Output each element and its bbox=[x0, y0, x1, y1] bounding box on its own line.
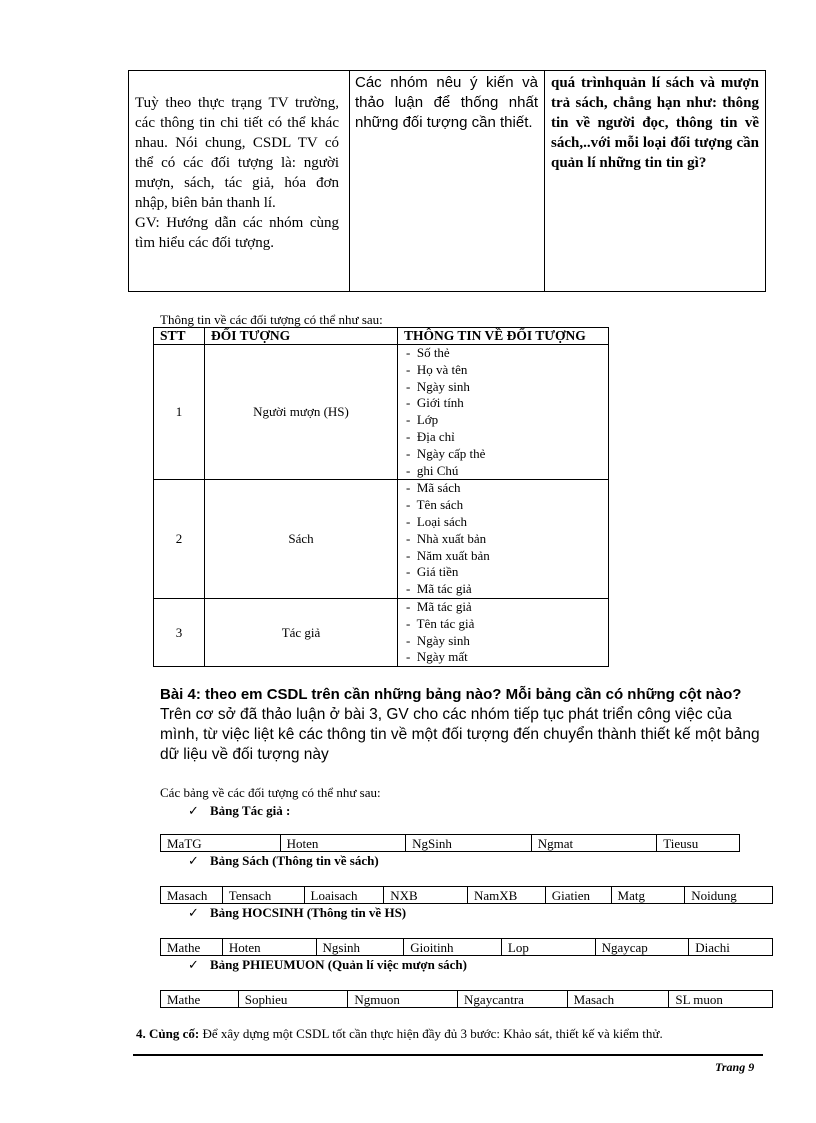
field-cell: Ngmuon bbox=[348, 991, 458, 1007]
table-title-tacgia bbox=[188, 803, 290, 819]
header-stt: STT bbox=[154, 328, 205, 345]
student-activity-cell bbox=[350, 71, 545, 291]
teacher-activity-cell bbox=[129, 71, 350, 291]
table-row bbox=[154, 480, 609, 599]
consolidation-text: Để xây dựng một CSDL tốt cần thực hiện đầy đủ 3 bước: Khảo sát, thiết kế và kiểm thử. bbox=[199, 1026, 663, 1041]
list-item: - Loại sách bbox=[406, 514, 608, 531]
list-item: - Tên tác giả bbox=[406, 616, 608, 633]
page-number: Trang 9 bbox=[715, 1060, 755, 1074]
info-list bbox=[406, 599, 608, 666]
fields-row-sach bbox=[160, 886, 773, 904]
list-item: - Lớp bbox=[406, 412, 608, 429]
list-item: - Họ và tên bbox=[406, 362, 608, 379]
field-cell: MaTG bbox=[161, 835, 281, 851]
row-object-name: Sách bbox=[205, 480, 398, 599]
consolidation-label: 4. Củng cố: bbox=[136, 1026, 200, 1041]
field-cell: NXB bbox=[384, 887, 468, 903]
list-item: - Số thẻ bbox=[406, 345, 608, 362]
checkmark-icon: ✓ bbox=[188, 957, 199, 972]
list-item: - Ngày sinh bbox=[406, 633, 608, 650]
table-row bbox=[154, 598, 609, 666]
field-cell: Ngaycap bbox=[596, 939, 690, 955]
field-cell: Sophieu bbox=[239, 991, 349, 1007]
field-cell: NgSinh bbox=[406, 835, 532, 851]
list-item: - Giới tính bbox=[406, 395, 608, 412]
row-stt: 3 bbox=[154, 598, 205, 666]
table-row bbox=[154, 345, 609, 480]
list-item: - Giá tiền bbox=[406, 564, 608, 581]
footer-divider bbox=[133, 1054, 763, 1056]
table-title-text: Bảng Sách (Thông tin về sách) bbox=[210, 853, 379, 868]
student-activity-text: Các nhóm nêu ý kiến và thảo luận để thống nhất những đối tượng cần thiết. bbox=[355, 74, 538, 131]
field-cell: Noidung bbox=[691, 888, 737, 903]
field-cell: Diachi bbox=[695, 940, 730, 955]
field-cell: Mathe bbox=[161, 991, 239, 1007]
field-cell: Hoten bbox=[223, 939, 317, 955]
row-info bbox=[398, 598, 609, 666]
tables-caption: Các bảng về các đối tượng có thể như sau: bbox=[160, 785, 381, 800]
header-object: ĐỐI TƯỢNG bbox=[205, 328, 398, 345]
checkmark-icon: ✓ bbox=[188, 803, 199, 818]
list-item: - Tên sách bbox=[406, 497, 608, 514]
checkmark-icon: ✓ bbox=[188, 905, 199, 920]
fields-row-phieumuon bbox=[160, 990, 773, 1008]
field-cell: SL muon bbox=[675, 992, 723, 1007]
field-cell: Giatien bbox=[546, 887, 612, 903]
teacher-guidance-text: GV: Hướng dẫn các nhóm cùng tìm hiểu các đối tượng. bbox=[135, 215, 339, 251]
activity-table bbox=[128, 70, 766, 292]
field-cell: NamXB bbox=[468, 887, 546, 903]
field-cell: Tensach bbox=[223, 887, 305, 903]
list-item: - ghi Chú bbox=[406, 463, 608, 480]
field-cell: Masach bbox=[161, 887, 223, 903]
field-cell: Loaisach bbox=[305, 887, 385, 903]
objects-table bbox=[153, 327, 609, 667]
field-cell: Ngmat bbox=[532, 835, 658, 851]
info-list bbox=[406, 345, 608, 479]
fields-row-hocsinh bbox=[160, 938, 773, 956]
exercise-4-paragraph: Trên cơ sở đã thảo luận ở bài 3, GV cho các nhóm tiếp tục phát triển công việc của mình, từ việc liệt kê các thông tin về một đối tượng đến chuyển thành thiết kế một bảng dữ liệu về đối tượng này bbox=[160, 706, 760, 763]
table-title-sach bbox=[188, 853, 379, 869]
table-title-hocsinh bbox=[188, 905, 406, 921]
row-object-name: Tác giả bbox=[205, 598, 398, 666]
list-item: - Địa chỉ bbox=[406, 429, 608, 446]
teacher-activity-text: Tuỳ theo thực trạng TV trường, các thông tin chi tiết có thể khác nhau. Nói chung, CSDL TV có thể có các đối tượng là: người mượn, sách, tác giả, hóa đơn nhập, biên bản thanh lí. bbox=[135, 95, 339, 211]
row-stt: 2 bbox=[154, 480, 205, 599]
row-object-name: Người mượn (HS) bbox=[205, 345, 398, 480]
field-cell: Tieusu bbox=[663, 836, 699, 851]
objects-table-header bbox=[154, 328, 609, 345]
consolidation-note bbox=[136, 1026, 663, 1042]
field-cell: Mathe bbox=[161, 939, 223, 955]
objects-caption: Thông tin về các đối tượng có thể như sau: bbox=[160, 312, 383, 327]
list-item: - Ngày mất bbox=[406, 649, 608, 666]
row-info bbox=[398, 345, 609, 480]
list-item: - Ngày sinh bbox=[406, 379, 608, 396]
field-cell: Ngsinh bbox=[317, 939, 405, 955]
table-title-phieumuon bbox=[188, 957, 467, 973]
exercise-4 bbox=[160, 685, 770, 765]
checkmark-icon: ✓ bbox=[188, 853, 199, 868]
list-item: - Mã sách bbox=[406, 480, 608, 497]
field-cell: Masach bbox=[568, 991, 670, 1007]
list-item: - Mã tác giả bbox=[406, 581, 608, 598]
list-item: - Nhà xuất bản bbox=[406, 531, 608, 548]
field-cell: Lop bbox=[502, 939, 596, 955]
content-cell bbox=[545, 71, 767, 291]
list-item: - Mã tác giả bbox=[406, 599, 608, 616]
content-text: quá trìnhquản lí sách và mượn trả sách, chẳng hạn như: thông tin về người đọc, thông tin về sách,..với mỗi loại đối tượng cần quản lí những tin tin gì? bbox=[551, 75, 759, 171]
field-cell: Matg bbox=[612, 887, 686, 903]
list-item: - Năm xuất bản bbox=[406, 548, 608, 565]
field-cell: Ngaycantra bbox=[458, 991, 568, 1007]
field-cell: Hoten bbox=[281, 835, 407, 851]
exercise-4-question: Bài 4: theo em CSDL trên cần những bảng nào? Mỗi bảng cần có những cột nào? bbox=[160, 686, 742, 703]
field-cell: Gioitinh bbox=[404, 939, 502, 955]
info-list bbox=[406, 480, 608, 598]
header-info: THÔNG TIN VỀ ĐỐI TƯỢNG bbox=[398, 328, 609, 345]
row-stt: 1 bbox=[154, 345, 205, 480]
table-title-text: Bảng Tác giả : bbox=[210, 803, 291, 818]
table-title-text: Bảng HOCSINH (Thông tin về HS) bbox=[210, 905, 407, 920]
row-info bbox=[398, 480, 609, 599]
table-title-text: Bảng PHIEUMUON (Quản lí việc mượn sách) bbox=[210, 957, 467, 972]
list-item: - Ngày cấp thẻ bbox=[406, 446, 608, 463]
fields-row-tacgia bbox=[160, 834, 740, 852]
